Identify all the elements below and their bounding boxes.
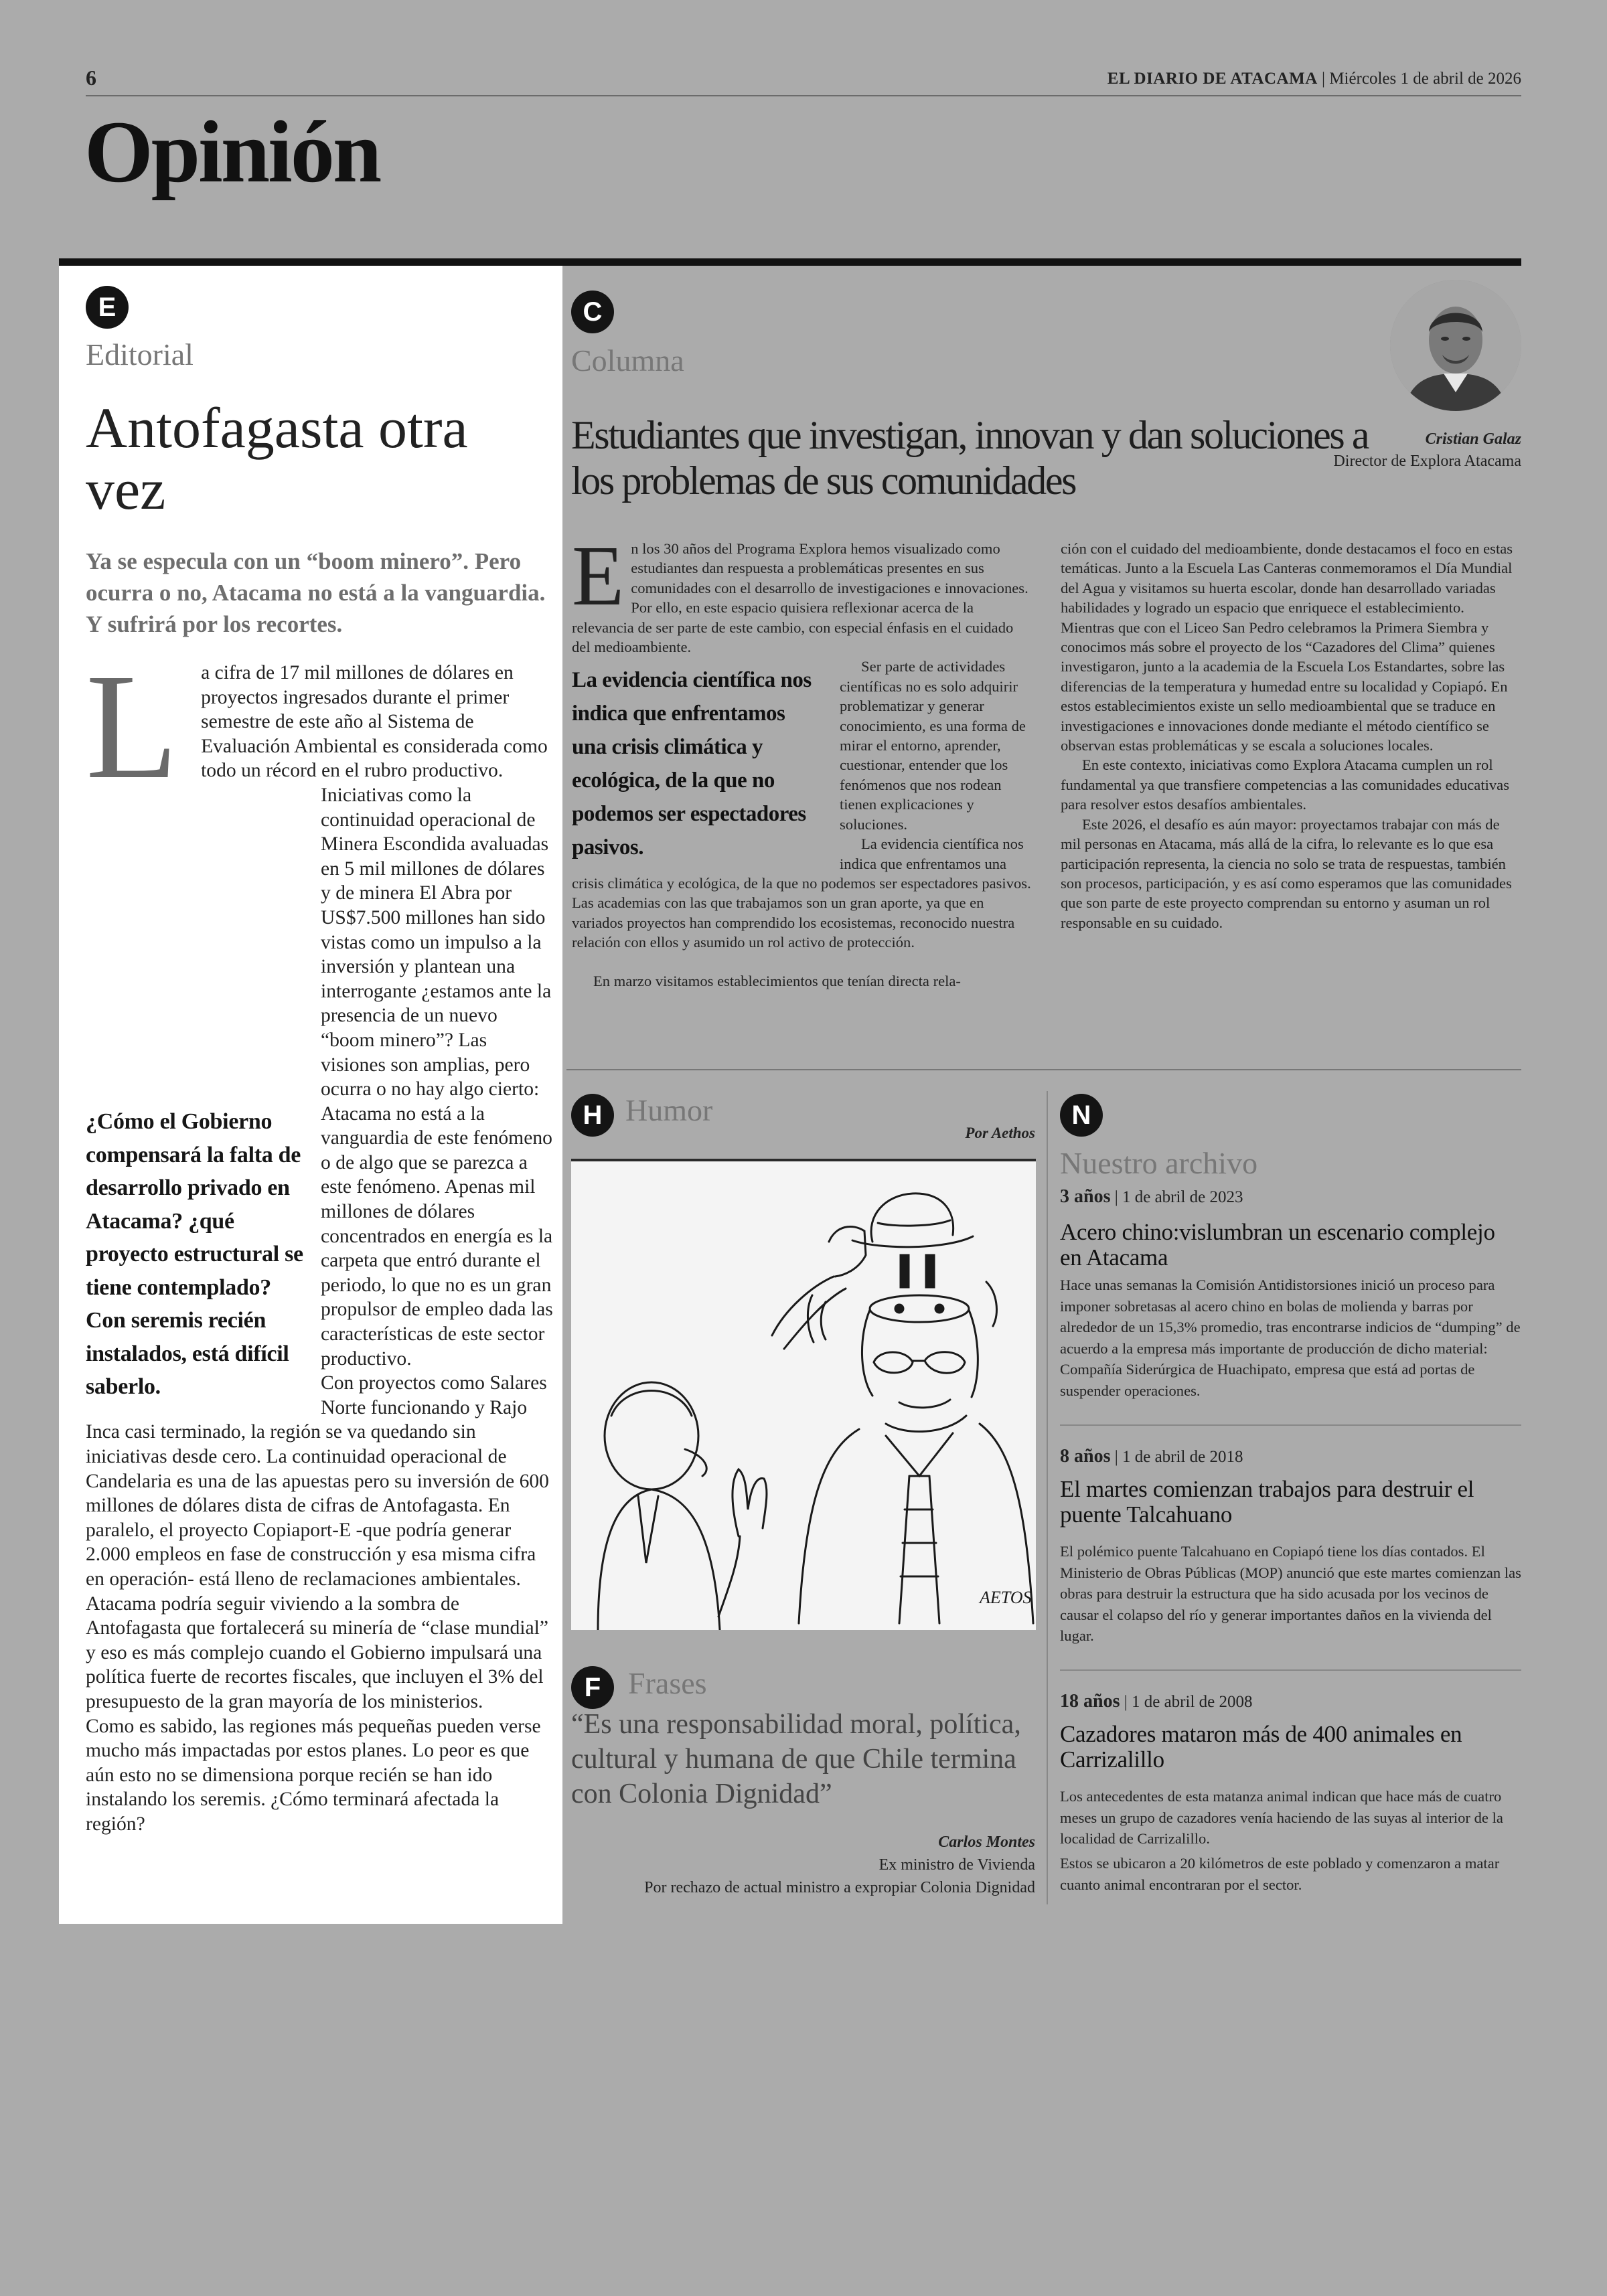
frases-author: Carlos Montes	[938, 1833, 1035, 1851]
page-number: 6	[86, 66, 96, 90]
archive-badge: N	[1060, 1094, 1103, 1137]
column-title: Estudiantes que investigan, innovan y dan soluciones a los problemas de sus comunidades	[571, 413, 1369, 503]
humor-badge: H	[571, 1094, 614, 1137]
humor-author: Por Aethos	[965, 1125, 1035, 1141]
editorial-paragraph: Con proyectos como Salares Norte funcionando y Rajo Inca casi terminado, la región se va quedando sin iniciativas desde cero. La continuidad operacional de Candelaria es una de las apuestas pero su inversión de 600 millones de dólares dista de cifras de Antofagasta. En paralelo, el proyecto Copiaport-E -que podría generar 2.000 empleos en fase de construcción y esa misma cifra en operación- está lleno de reclamaciones ambientales.	[86, 1372, 549, 1590]
archive-item-2-years: 8 años	[1060, 1446, 1111, 1467]
section-title: Opinión	[84, 102, 380, 201]
humor-kicker: Humor	[625, 1093, 713, 1127]
column-author-name: Cristian Galaz	[1425, 430, 1521, 448]
editorial-pullquote: ¿Cómo el Gobierno compensará la falta de desarrollo privado en Atacama? ¿qué proyecto estructural se tiene contemplado? Con seremis recién instalados, está difícil saberlo.	[86, 1109, 303, 1399]
frases-attribution	[500, 1831, 1035, 1899]
archive-item-2-date: 1 de abril de 2018	[1122, 1448, 1243, 1466]
column-badge: C	[571, 291, 614, 333]
column-body-left	[572, 528, 1034, 991]
author-portrait	[1390, 280, 1521, 411]
column-bottom-rule	[566, 1069, 1521, 1070]
frases-context: Por rechazo de actual ministro a expropiar Colonia Dignidad	[644, 1879, 1035, 1896]
column-paragraph: Ser parte de actividades científicas no es solo adquirir problematizar y generar conocimiento, es una forma de mirar el entorno, aprender, cuestionar, entender que los fenómenos que nos rodean tienen explicaciones y soluciones.	[840, 658, 1026, 833]
archive-item-3-age: 18 años | 1 de abril de 2008	[1060, 1691, 1253, 1712]
frases-badge: F	[571, 1666, 614, 1709]
cartoon-drawing	[571, 1161, 1036, 1630]
column-paragraph: ción con el cuidado del medioambiente, donde destacamos el foco en estas temáticas. Junto a la Escuela Las Canteras conmemoramos el Día Mundial del Agua y visitamos su huerta escolar, donde han desarrollado variadas habilidades y logrado un espacio que enriquece el establecimiento. Mientras que con el Liceo San Pedro celebramos la Primera Siembra y conocimos más sobre el proyecto de los “Cazadores del Clima” quienes investigaron, junto a la academia de la Escuela Los Estandartes, sobre las diferencias de la temperatura y humedad entre su localidad y Copiapó. En estos establecimientos existe un sello medioambiental que se traduce en investigaciones e innovaciones donde mediante el método científico se observan estas problemáticas y se escala a soluciones locales.	[1061, 540, 1513, 754]
masthead-separator: |	[1322, 70, 1326, 88]
editorial-body	[86, 643, 554, 1859]
archive-item-3-years: 18 años	[1060, 1691, 1120, 1712]
editorial-badge: E	[86, 286, 129, 329]
frases-kicker: Frases	[628, 1666, 707, 1700]
archive-item-1-headline: Acero chino:vislumbran un escenario complejo en Atacama	[1060, 1219, 1495, 1270]
archive-item-1-years: 3 años	[1060, 1186, 1111, 1207]
newspaper-name: EL DIARIO DE ATACAMA	[1107, 70, 1318, 88]
column-author-role: Director de Explora Atacama	[1333, 453, 1521, 470]
archive-kicker: Nuestro archivo	[1060, 1146, 1258, 1180]
archive-item-2-body: El polémico puente Talcahuano en Copiapó tiene los días contados. El Ministerio de Obras Públicas (MOP) anunció que este martes comienzan las obras para destruir la estructura que ha sido acusada por los vecinos de causar el colapso del río y generar importantes daños en la vivienda del lugar.	[1060, 1543, 1521, 1645]
frases-author-role: Ex ministro de Vivienda	[878, 1856, 1035, 1874]
humor-cartoon	[571, 1161, 1036, 1630]
archive-item-1-body: Hace unas semanas la Comisión Antidistorsiones inició un proceso para imponer sobretasas al acero chino en bolas de molienda y barras por alrededor de un 15,3% promedio, tras encontrarse indicios de “dumping” de acuerdo a la empresa más importante de producción de dicho material: Compañía Siderúrgica de Huachipato, empresa que está ad portas de suspender operaciones.	[1060, 1277, 1521, 1399]
cartoon-signature: AETOS	[980, 1588, 1032, 1607]
column-kicker: Columna	[571, 343, 684, 378]
archive-item-2-headline: El martes comienzan trabajos para destruir el puente Talcahuano	[1060, 1476, 1474, 1528]
column-paragraph: n los 30 años del Programa Explora hemos visualizado como estudiantes dan respuesta a problemáticas presentes en sus comunidades con el desarrollo de investigaciones e innovaciones. Por ello, en este espacio quisiera reflexionar acerca de la relevancia de ser parte de este cambio, con especial énfasis en el cuidado del medioambiente.	[572, 540, 1028, 656]
archive-rule	[1060, 1669, 1521, 1671]
editorial-title: Antofagasta otra vez	[86, 396, 468, 521]
column-paragraph: En este contexto, iniciativas como Explora Atacama cumplen un rol fundamental ya que transfiere competencias a las comunidades educativas para resolver estos desafíos ambientales.	[1061, 756, 1510, 813]
column-paragraph: En marzo visitamos establecimientos que tenían directa rela-	[593, 972, 961, 989]
archive-rule	[1060, 1424, 1521, 1426]
archive-item-3-date: 1 de abril de 2008	[1131, 1693, 1253, 1711]
archive-item-1-date: 1 de abril de 2023	[1122, 1188, 1243, 1206]
archive-item-3-body-2: Estos se ubicaron a 20 kilómetros de este poblado y comenzaron a matar cuanto animal encontraran por el sector.	[1060, 1855, 1500, 1893]
editorial-paragraph: Como es sabido, las regiones más pequeñas pueden verse mucho más impactadas por estos planes. Lo peor es que aún esto no se dimensiona porque recién se han ido instalando los seremis. ¿Cómo terminará afectada la región?	[86, 1715, 541, 1835]
frases-quote: “Es una responsabilidad moral, política, cultural y humana de que Chile termina con Colonia Dignidad”	[571, 1709, 1021, 1809]
editorial-deck: Ya se especula con un “boom minero”. Pero ocurra o no, Atacama no está a la vanguardia. Y sufrirá por los recortes.	[86, 548, 546, 637]
masthead-info	[1107, 70, 1521, 88]
issue-date: Miércoles 1 de abril de 2026	[1329, 70, 1521, 88]
archive-item-2-age: 8 años | 1 de abril de 2018	[1060, 1446, 1243, 1467]
section-top-band	[59, 258, 1521, 266]
author-photo	[1390, 280, 1521, 411]
editorial-dropcap: L	[86, 643, 179, 810]
editorial-paragraph: Atacama podría seguir viviendo a la sombra de Antofagasta que fortalecerá su minería de “clase mundial” y eso es más complejo cuando el Gobierno impulsará una política fuerte de recortes fiscales, que incluyen el 3% del presupuesto de la gran mayoría de los ministerios.	[86, 1592, 549, 1712]
editorial-kicker: Editorial	[86, 337, 194, 372]
column-paragraph: La evidencia científica nos indica que enfrentamos una crisis climática y ecológica, de la que no podemos ser espectadores pasivos. Las academias con las que trabajamos son un gran aporte, ya que en variados proyectos han comprendido los ecosistemas, reconocido nuestra relación con ellos y asumido un rol activo de protección.	[572, 835, 1031, 951]
archive-item-3-headline: Cazadores mataron más de 400 animales en Carrizalillo	[1060, 1721, 1462, 1773]
header-rule	[86, 95, 1521, 96]
editorial-paragraph: a cifra de 17 mil millones de dólares en proyectos ingresados durante el primer semestre de este año al Sistema de Evaluación Ambiental es considerada como todo un récord en el rubro productivo. Iniciativas como la continuidad operacional de Minera Escondida avaluadas en 5 mil millones de dólares y de minera El Abra por US$7.500 millones han sido vistas como un impulso a la inversión y plantean una interrogante ¿estamos ante la presencia de un nuevo “boom minero”? Las visiones son amplias, pero ocurra o no hay algo cierto: Atacama no está a la vanguardia de este fenómeno o de algo que se parezca a este fenómeno. Apenas mil millones de dólares concentrados en energía es la carpeta que entró durante el periodo, lo que no es un gran propulsor de empleo dada las características de este sector productivo.	[201, 662, 553, 1370]
archive-item-3-body: Los antecedentes de esta matanza animal indican que hace más de cuatro meses un grupo de cazadores venía haciendo de las suyas al interior de la localidad de Carrizalillo.	[1060, 1788, 1503, 1848]
column-author	[1312, 428, 1521, 473]
column-divider	[1047, 1091, 1048, 1904]
column-dropcap: E	[572, 528, 625, 623]
editorial-panel	[59, 266, 562, 1924]
column-pullquote: La evidencia científica nos indica que enfrentamos una crisis climática y ecológica, de la que no podemos ser espectadores pasivos.	[572, 668, 812, 860]
column-body-right	[1061, 539, 1521, 932]
archive-item-1-age: 3 años | 1 de abril de 2023	[1060, 1186, 1243, 1207]
column-paragraph: Este 2026, el desafío es aún mayor: proyectamos trabajar con más de mil personas en Atacama, más allá de la cifra, lo relevante es lo que esa participación representa, la ciencia no solo se trata de respuestas, también son procesos, participación, y es así como esperamos que las comunidades que son parte de este proyecto comprendan su entorno y asuman un rol responsable en su cuidado.	[1061, 815, 1512, 931]
